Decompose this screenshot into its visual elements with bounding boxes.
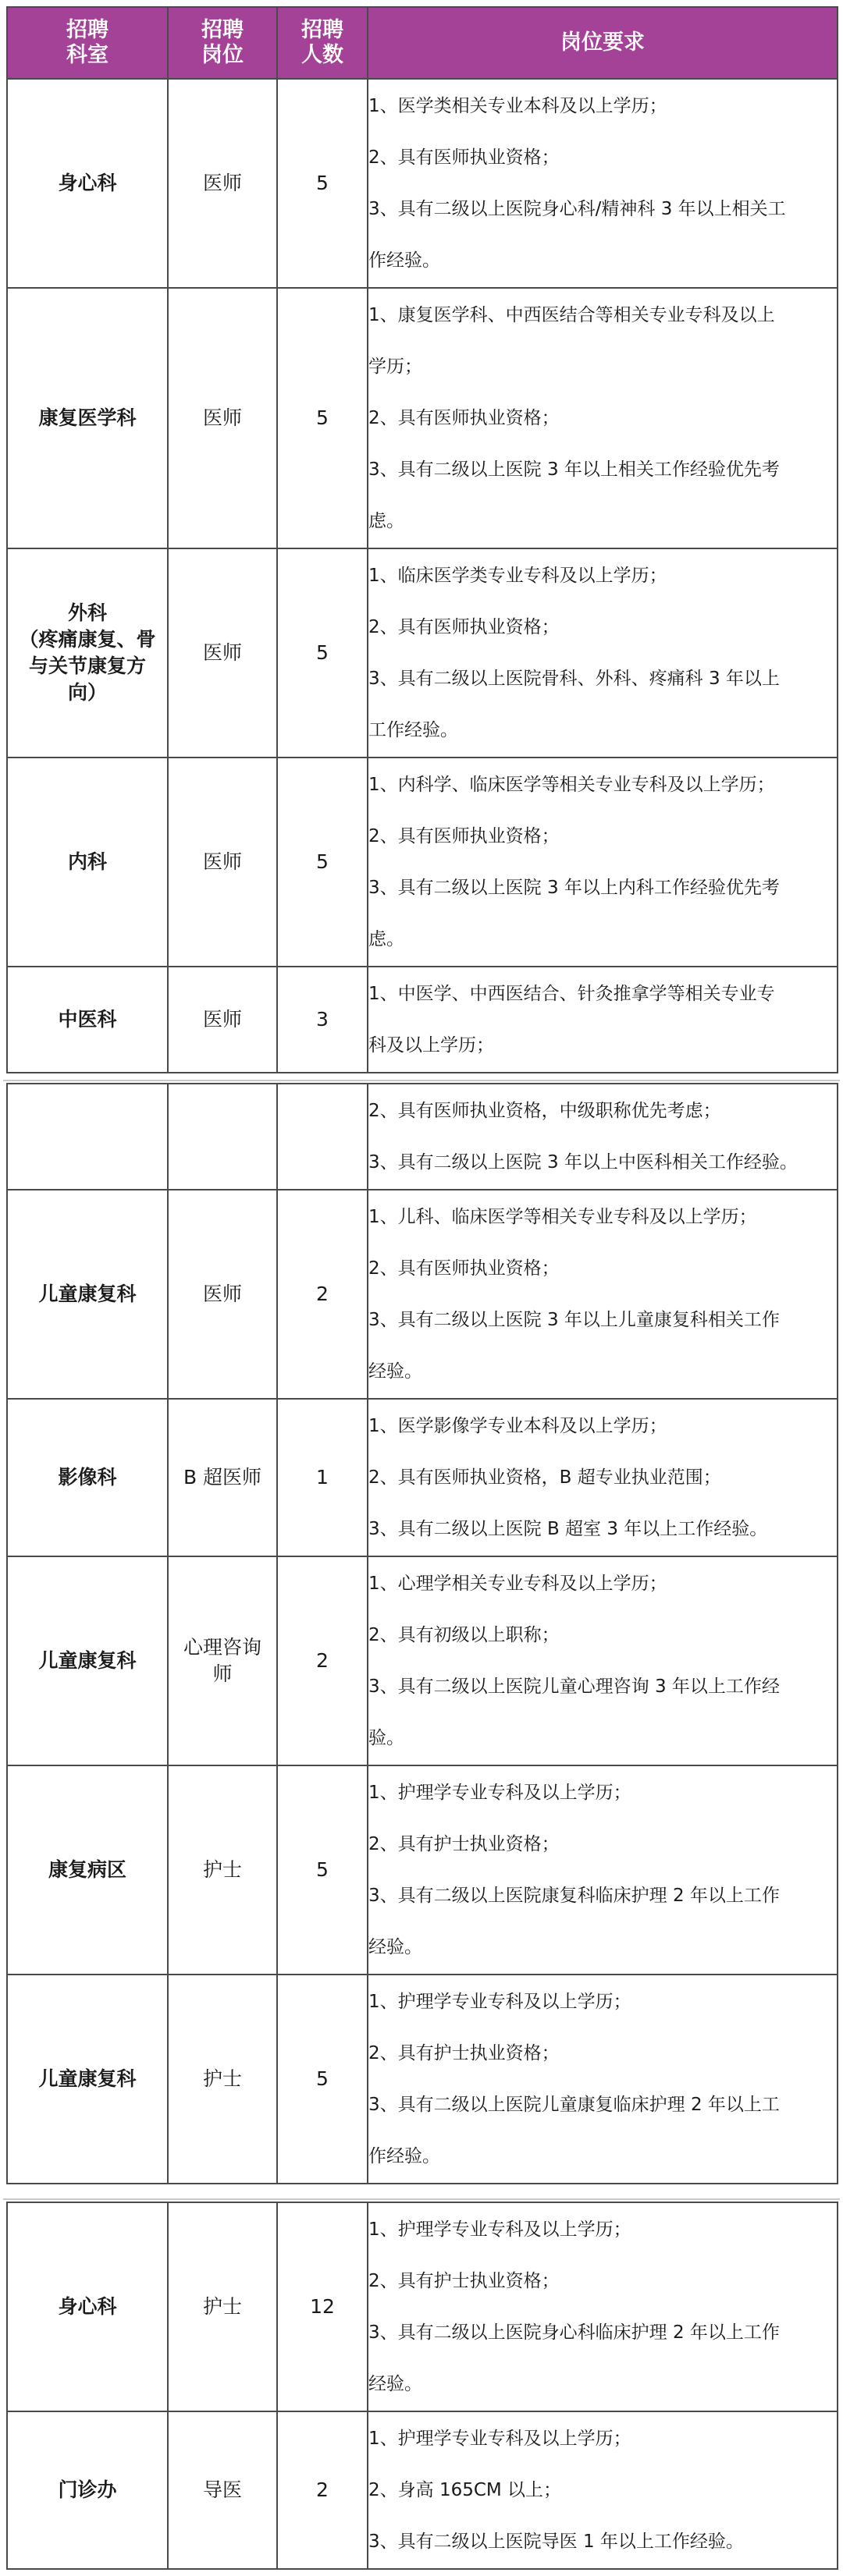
cell-requirements [368, 79, 838, 288]
requirement-line: 1、医学影像学专业本科及以上学历； [368, 1416, 667, 1436]
requirement-line: 作经验。 [368, 250, 440, 271]
requirement-line: 1、临床医学类专业专科及以上学历； [368, 566, 667, 586]
cell-count [277, 1084, 368, 1190]
header-position: 招聘 岗位 [168, 7, 277, 79]
header-requirements: 岗位要求 [368, 7, 838, 79]
cell-department: 身心科 [7, 2202, 168, 2411]
cell-count: 5 [277, 79, 368, 288]
table-row [7, 1084, 838, 1190]
requirement-line: 2、具有医师执业资格，中级职称优先考虑； [368, 1101, 721, 1121]
requirement-line: 3、具有二级以上医院 3 年以上内科工作经验优先考 [368, 878, 780, 898]
requirement-line: 虑。 [368, 511, 404, 531]
cell-department: 外科 （疼痛康复、骨 与关节康复方 向） [7, 548, 168, 758]
cell-count: 5 [277, 548, 368, 758]
requirement-line: 1、护理学专业专科及以上学历； [368, 2219, 631, 2240]
requirement-line: 经验。 [368, 2374, 422, 2394]
requirement-line: 1、中医学、中西医结合、针灸推拿学等相关专业专 [368, 984, 775, 1004]
cell-count: 2 [277, 2411, 368, 2569]
requirement-line: 2、具有医师执业资格； [368, 826, 560, 846]
requirement-line: 2、具有护士执业资格； [368, 1834, 560, 1854]
cell-position [168, 1084, 277, 1190]
cell-department [7, 1084, 168, 1190]
cell-position: 导医 [168, 2411, 277, 2569]
requirement-line: 经验。 [368, 1937, 422, 1957]
cell-requirements [368, 2411, 838, 2569]
cell-department: 康复病区 [7, 1765, 168, 1975]
cell-department: 门诊办 [7, 2411, 168, 2569]
cell-position: B 超医师 [168, 1399, 277, 1556]
requirement-line: 经验。 [368, 1361, 422, 1382]
table-row [7, 2411, 838, 2569]
requirement-line: 3、具有二级以上医院 3 年以上中医科相关工作经验。 [368, 1152, 798, 1173]
header-count: 招聘 人数 [277, 7, 368, 79]
cell-department: 儿童康复科 [7, 1190, 168, 1399]
requirement-line: 3、具有二级以上医院 3 年以上儿童康复科相关工作 [368, 1310, 780, 1330]
cell-requirements [368, 1556, 838, 1765]
requirement-line: 2、具有医师执业资格； [368, 1258, 560, 1279]
cell-requirements [368, 288, 838, 548]
requirement-line: 2、具有护士执业资格； [368, 2271, 560, 2291]
requirement-line: 3、具有二级以上医院骨科、外科、疼痛科 3 年以上 [368, 669, 780, 689]
requirement-line: 1、护理学专业专科及以上学历； [368, 1992, 631, 2012]
cell-count: 12 [277, 2202, 368, 2411]
table-row [7, 79, 838, 288]
cell-department: 身心科 [7, 79, 168, 288]
cell-count: 2 [277, 1190, 368, 1399]
requirement-line: 工作经验。 [368, 720, 458, 740]
cell-department: 儿童康复科 [7, 1556, 168, 1765]
cell-position: 心理咨询 师 [168, 1556, 277, 1765]
requirement-line: 科及以上学历； [368, 1035, 494, 1056]
cell-position: 医师 [168, 1190, 277, 1399]
requirement-line: 2、具有医师执业资格； [368, 147, 560, 168]
requirement-line: 学历； [368, 357, 422, 377]
recruitment-table-part-2 [6, 1083, 838, 2184]
cell-requirements [368, 1765, 838, 1975]
table-row [7, 1399, 838, 1556]
cell-count: 5 [277, 1975, 368, 2184]
table-row [7, 1190, 838, 1399]
cell-requirements [368, 1975, 838, 2184]
cell-position: 医师 [168, 79, 277, 288]
requirement-line: 3、具有二级以上医院 B 超室 3 年以上工作经验。 [368, 1519, 768, 1539]
requirement-line: 2、具有初级以上职称； [368, 1625, 560, 1645]
page-separator [3, 2198, 840, 2200]
table-row [7, 548, 838, 758]
requirement-line: 2、具有医师执业资格，B 超专业执业范围； [368, 1467, 721, 1488]
cell-requirements [368, 2202, 838, 2411]
requirement-line: 3、具有二级以上医院儿童康复临床护理 2 年以上工 [368, 2095, 780, 2115]
requirement-line: 3、具有二级以上医院儿童心理咨询 3 年以上工作经 [368, 1677, 780, 1697]
cell-department: 影像科 [7, 1399, 168, 1556]
table-row [7, 1556, 838, 1765]
cell-position: 护士 [168, 1975, 277, 2184]
requirement-line: 2、具有医师执业资格； [368, 408, 560, 428]
requirement-line: 1、康复医学科、中西医结合等相关专业专科及以上 [368, 305, 775, 325]
table-row [7, 288, 838, 548]
cell-count: 1 [277, 1399, 368, 1556]
cell-position: 医师 [168, 758, 277, 967]
recruitment-table-part-1 [6, 6, 838, 1073]
cell-position: 医师 [168, 967, 277, 1073]
requirement-line: 3、具有二级以上医院导医 1 年以上工作经验。 [368, 2532, 744, 2552]
recruitment-table-part-3 [6, 2202, 838, 2570]
cell-requirements [368, 1190, 838, 1399]
cell-requirements [368, 1084, 838, 1190]
cell-department: 康复医学科 [7, 288, 168, 548]
cell-count: 2 [277, 1556, 368, 1765]
requirement-line: 1、护理学专业专科及以上学历； [368, 1783, 631, 1803]
requirement-line: 2、具有医师执业资格； [368, 617, 560, 637]
requirement-line: 3、具有二级以上医院身心科/精神科 3 年以上相关工 [368, 199, 786, 219]
cell-department: 儿童康复科 [7, 1975, 168, 2184]
requirement-line: 1、儿科、临床医学等相关专业专科及以上学历； [368, 1207, 757, 1227]
table-row [7, 967, 838, 1073]
table-row [7, 1975, 838, 2184]
requirement-line: 3、具有二级以上医院康复科临床护理 2 年以上工作 [368, 1886, 780, 1906]
cell-position: 护士 [168, 2202, 277, 2411]
cell-count: 5 [277, 1765, 368, 1975]
table-row [7, 1765, 838, 1975]
requirement-line: 1、内科学、临床医学等相关专业专科及以上学历； [368, 775, 775, 795]
requirement-line: 虑。 [368, 929, 404, 949]
cell-count: 3 [277, 967, 368, 1073]
requirement-line: 验。 [368, 1728, 404, 1748]
cell-requirements [368, 548, 838, 758]
requirement-line: 3、具有二级以上医院身心科临床护理 2 年以上工作 [368, 2322, 780, 2343]
table-row [7, 2202, 838, 2411]
cell-count: 5 [277, 758, 368, 967]
table-row [7, 758, 838, 967]
cell-requirements [368, 1399, 838, 1556]
cell-position: 护士 [168, 1765, 277, 1975]
requirement-line: 2、身高 165CM 以上； [368, 2480, 562, 2500]
requirement-line: 作经验。 [368, 2146, 440, 2166]
requirement-line: 1、心理学相关专业专科及以上学历； [368, 1574, 667, 1594]
table-header-row [7, 7, 838, 79]
header-department: 招聘 科室 [7, 7, 168, 79]
cell-requirements [368, 967, 838, 1073]
cell-department: 中医科 [7, 967, 168, 1073]
cell-department: 内科 [7, 758, 168, 967]
cell-requirements [368, 758, 838, 967]
requirement-line: 1、医学类相关专业本科及以上学历； [368, 96, 667, 116]
page-separator [3, 1080, 840, 1081]
cell-count: 5 [277, 288, 368, 548]
requirement-line: 2、具有护士执业资格； [368, 2043, 560, 2063]
cell-position: 医师 [168, 288, 277, 548]
requirement-line: 1、护理学专业专科及以上学历； [368, 2429, 631, 2449]
cell-position: 医师 [168, 548, 277, 758]
requirement-line: 3、具有二级以上医院 3 年以上相关工作经验优先考 [368, 459, 780, 480]
